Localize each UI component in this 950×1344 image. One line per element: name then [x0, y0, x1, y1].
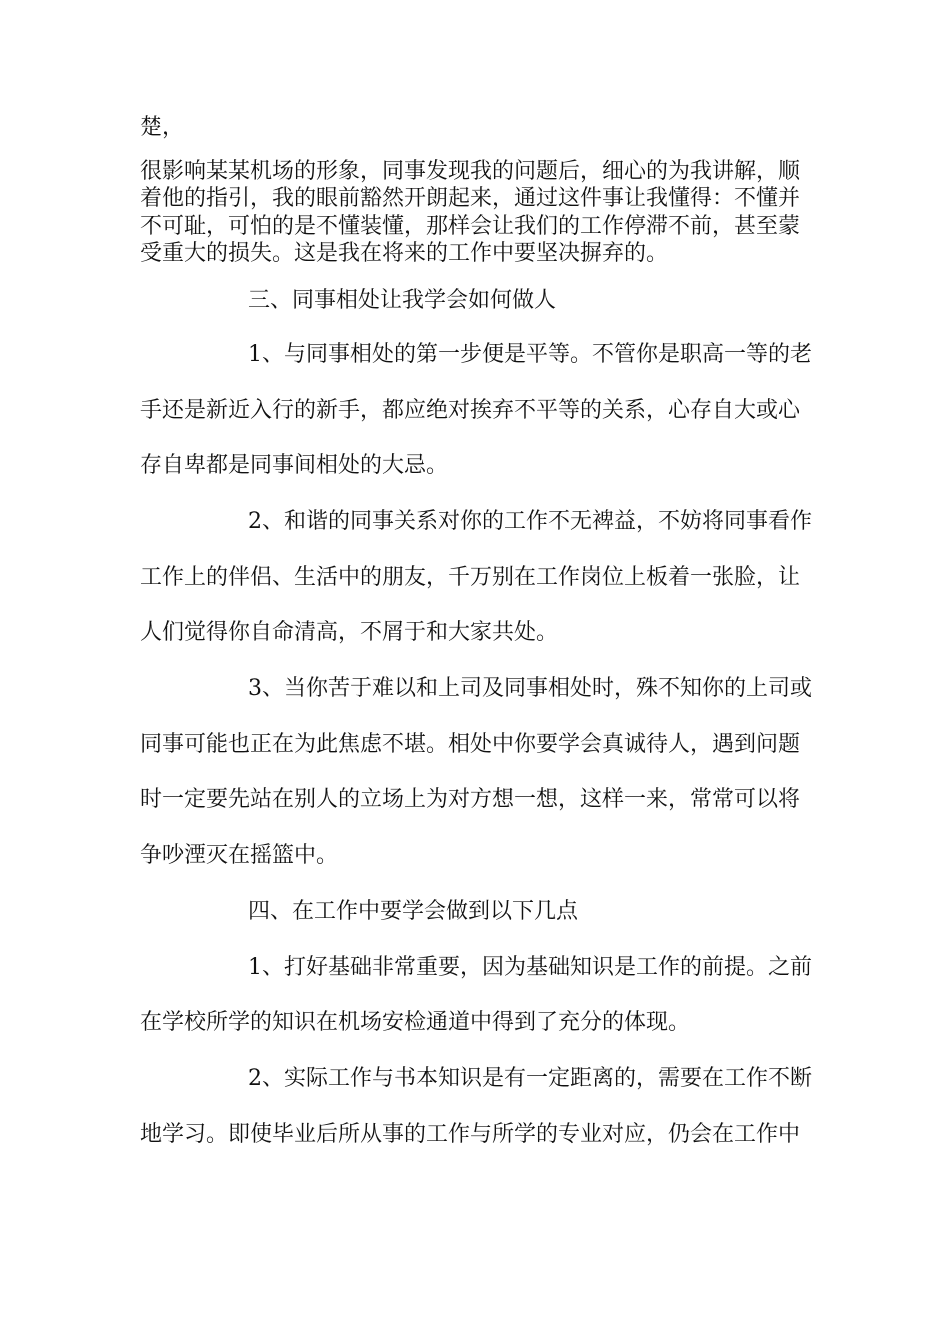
paragraph-line: 争吵湮灭在摇篮中。	[140, 843, 339, 868]
paragraph-line: 2、和谐的同事关系对你的工作不无裨益，不妨将同事看作	[248, 509, 812, 534]
paragraph-line: 着他的指引，我的眼前豁然开朗起来，通过这件事让我懂得：不懂并	[140, 186, 801, 211]
paragraph-line: 受重大的损失。这是我在将来的工作中要坚决摒弃的。	[140, 241, 669, 266]
section-heading: 四、在工作中要学会做到以下几点	[248, 899, 579, 924]
section-heading: 三、同事相处让我学会如何做人	[248, 288, 557, 313]
paragraph-line: 工作上的伴侣、生活中的朋友，千万别在工作岗位上板着一张脸，让	[140, 565, 801, 590]
paragraph-line: 时一定要先站在别人的立场上为对方想一想，这样一来，常常可以将	[140, 787, 801, 812]
paragraph-line: 很影响某某机场的形象，同事发现我的问题后，细心的为我讲解，顺	[140, 159, 801, 184]
paragraph-line: 1、打好基础非常重要，因为基础知识是工作的前提。之前	[248, 955, 812, 980]
paragraph-line: 存自卑都是同事间相处的大忌。	[140, 453, 449, 478]
continuation-line: 楚，	[140, 115, 185, 140]
paragraph-line: 1、与同事相处的第一步便是平等。不管你是职高一等的老	[248, 342, 812, 367]
paragraph-line: 2、实际工作与书本知识是有一定距离的，需要在工作不断	[248, 1066, 812, 1091]
paragraph-line: 在学校所学的知识在机场安检通道中得到了充分的体现。	[140, 1010, 691, 1035]
paragraph-line: 地学习。即使毕业后所从事的工作与所学的专业对应，仍会在工作中	[140, 1122, 801, 1147]
paragraph-line: 同事可能也正在为此焦虑不堪。相处中你要学会真诚待人，遇到问题	[140, 732, 801, 757]
paragraph-line: 不可耻，可怕的是不懂装懂，那样会让我们的工作停滞不前，甚至蒙	[140, 214, 801, 239]
paragraph-line: 手还是新近入行的新手，都应绝对挨弃不平等的关系，心存自大或心	[140, 398, 801, 423]
paragraph-line: 3、当你苦于难以和上司及同事相处时，殊不知你的上司或	[248, 676, 812, 701]
paragraph-line: 人们觉得你自命清高，不屑于和大家共处。	[140, 620, 559, 645]
